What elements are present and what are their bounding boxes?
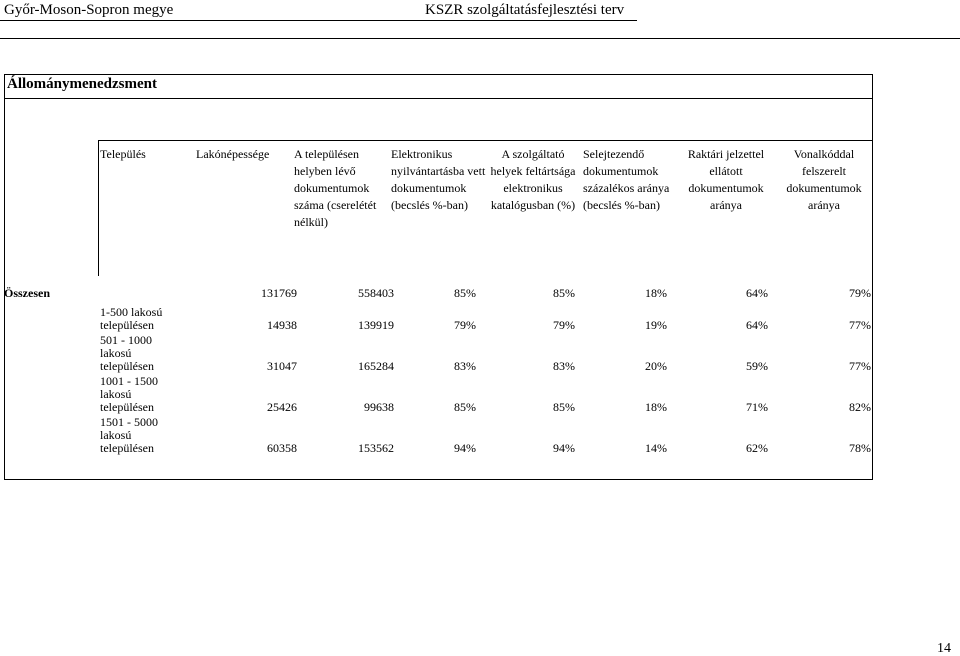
cell-raktari: 64% <box>746 286 768 300</box>
cell-katalogus: 83% <box>553 359 575 373</box>
cell-selejtezendo: 20% <box>645 359 667 373</box>
row-label: 1001 - 1500 lakosú településen <box>100 374 158 414</box>
cell-lakonepesseg: 60358 <box>267 441 297 455</box>
cell-raktari: 64% <box>746 318 768 332</box>
column-header-vonalkod: Vonalkóddal felszerelt dokumentumok aránya <box>786 147 862 212</box>
cell-katalogus: 85% <box>553 286 575 300</box>
column-header-selejtezendo: Selejtezendő dokumentumok százalékos aránya (becslés %-ban) <box>583 147 670 212</box>
column-header-elektronikus-nyilvantartas: Elektronikus nyilvántartásba vett dokumentumok (becslés %-ban) <box>391 147 486 212</box>
column-header-katalogus-feltartsag: A szolgáltató helyek feltártsága elektronikus katalógusban (%) <box>490 147 576 212</box>
cell-vonalkod: 78% <box>849 441 871 455</box>
cell-raktari: 62% <box>746 441 768 455</box>
table-row <box>4 416 873 455</box>
header-underline <box>0 20 637 21</box>
page-number: 14 <box>937 641 951 656</box>
header-block-left-border <box>98 140 99 276</box>
column-header-raktari-jelzet: Raktári jelzettel ellátott dokumentumok aránya <box>687 147 765 212</box>
cell-lakonepesseg: 31047 <box>267 359 297 373</box>
cell-selejtezendo: 19% <box>645 318 667 332</box>
table-row <box>4 334 873 373</box>
cell-dokumentumok: 165284 <box>358 359 394 373</box>
row-label: 501 - 1000 lakosú településen <box>100 333 154 373</box>
header-county: Győr-Moson-Sopron megye <box>4 2 174 18</box>
cell-lakonepesseg: 131769 <box>261 286 297 300</box>
section-title: Állománymenedzsment <box>7 76 157 92</box>
cell-raktari: 71% <box>746 400 768 414</box>
header-block-top-border <box>98 140 873 141</box>
table-row <box>4 306 873 332</box>
cell-dokumentumok: 99638 <box>364 400 394 414</box>
column-header-lakonepessege: Lakónépessége <box>196 147 270 161</box>
cell-dokumentumok: 153562 <box>358 441 394 455</box>
row-label: 1501 - 5000 lakosú településen <box>100 415 158 455</box>
cell-elektronikus: 79% <box>454 318 476 332</box>
cell-elektronikus: 83% <box>454 359 476 373</box>
data-rows <box>4 287 873 455</box>
cell-vonalkod: 77% <box>849 318 871 332</box>
header-separator <box>0 38 960 39</box>
cell-katalogus: 79% <box>553 318 575 332</box>
cell-dokumentumok: 139919 <box>358 318 394 332</box>
row-label: 1-500 lakosú településen <box>100 305 163 332</box>
cell-vonalkod: 77% <box>849 359 871 373</box>
cell-katalogus: 85% <box>553 400 575 414</box>
row-label: Összesen <box>4 286 50 300</box>
cell-elektronikus: 85% <box>454 286 476 300</box>
cell-elektronikus: 85% <box>454 400 476 414</box>
cell-dokumentumok: 558403 <box>358 286 394 300</box>
header-document-title: KSZR szolgáltatásfejlesztési terv <box>425 2 625 18</box>
section-title-divider <box>4 98 873 99</box>
cell-vonalkod: 79% <box>849 286 871 300</box>
cell-lakonepesseg: 14938 <box>267 318 297 332</box>
column-header-dokumentumok-szama: A településen helyben lévő dokumentumok száma (cserelétét nélkül) <box>294 147 377 229</box>
cell-elektronikus: 94% <box>454 441 476 455</box>
cell-selejtezendo: 18% <box>645 286 667 300</box>
table-row <box>4 287 873 300</box>
cell-selejtezendo: 14% <box>645 441 667 455</box>
column-header-telepules: Település <box>100 147 146 161</box>
cell-raktari: 59% <box>746 359 768 373</box>
cell-lakonepesseg: 25426 <box>267 400 297 414</box>
table-row <box>4 375 873 414</box>
cell-selejtezendo: 18% <box>645 400 667 414</box>
cell-vonalkod: 82% <box>849 400 871 414</box>
cell-katalogus: 94% <box>553 441 575 455</box>
